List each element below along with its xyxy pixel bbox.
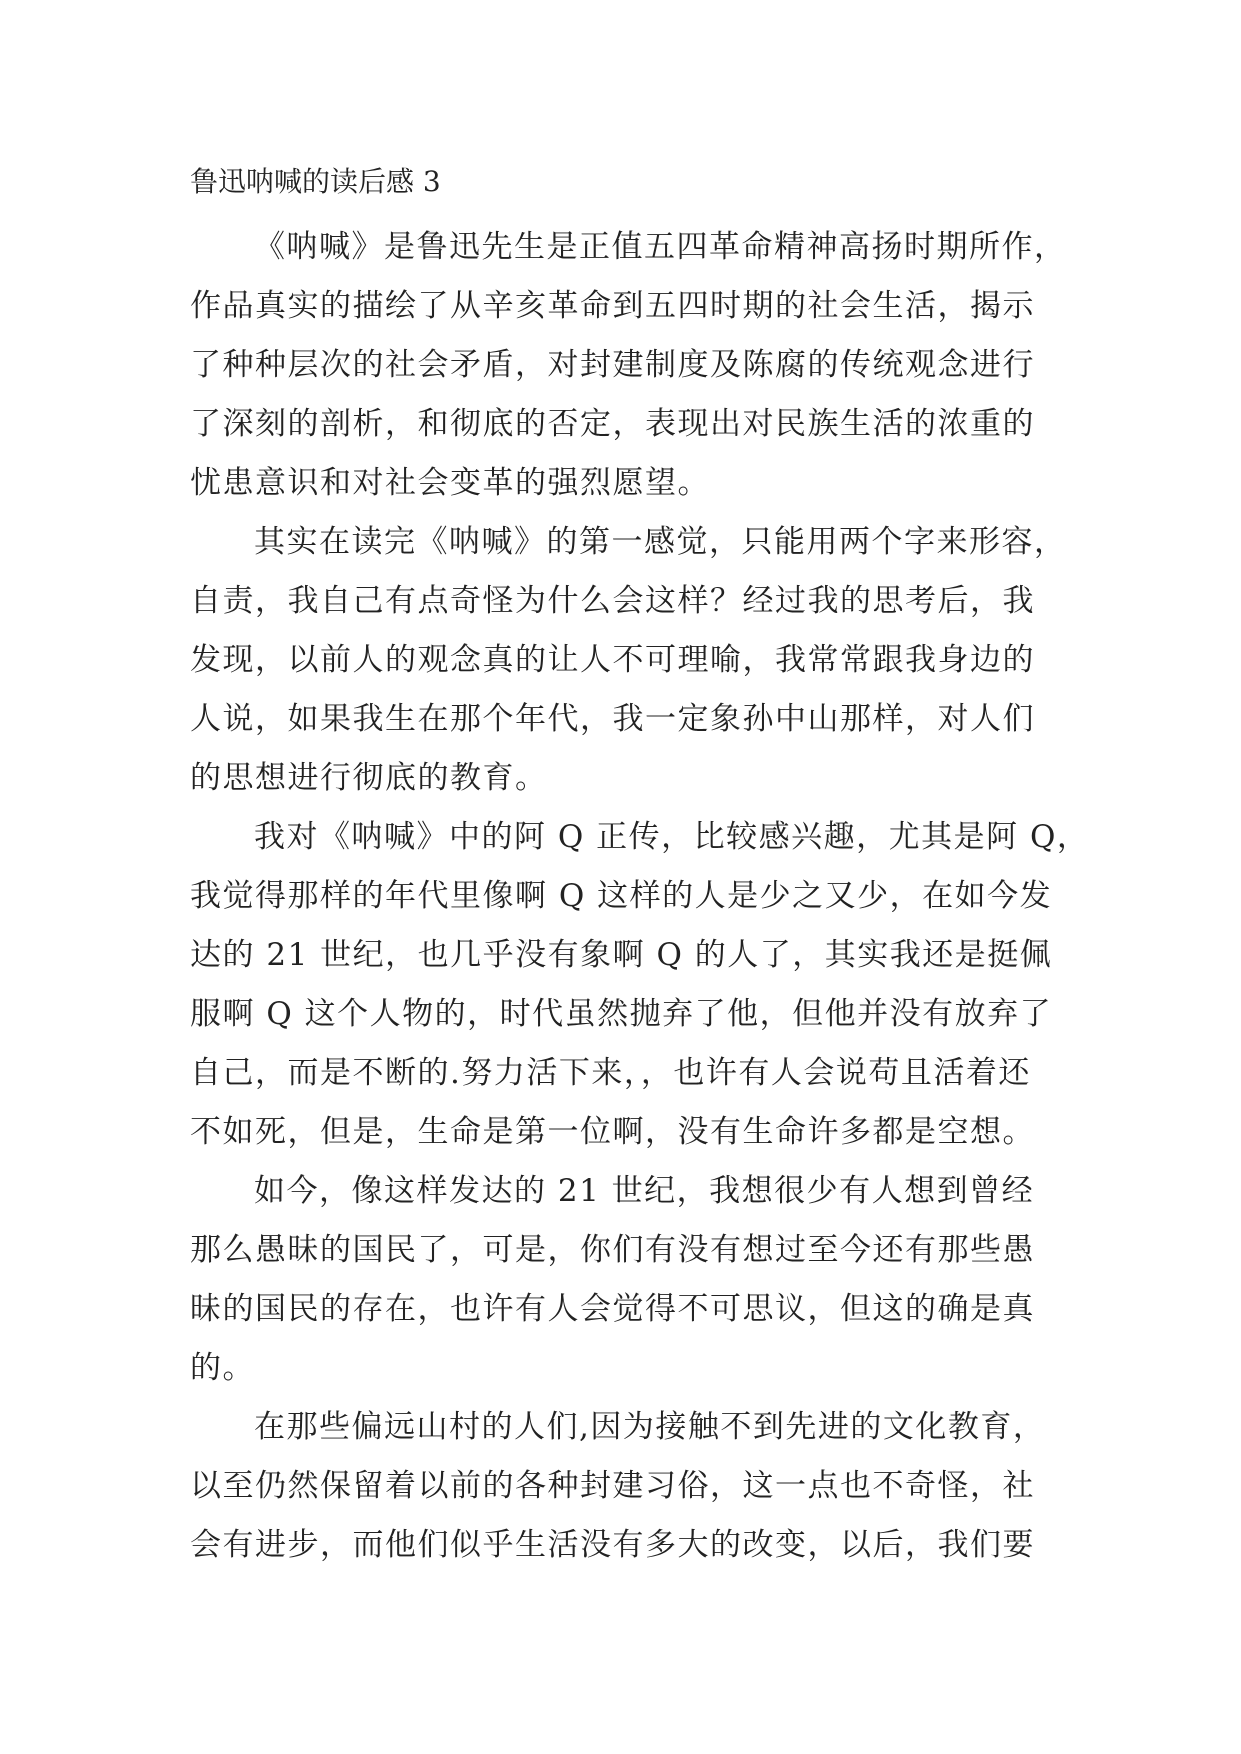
paragraph-line: 会有进步，而他们似乎生活没有多大的改变，以后，我们要	[190, 1527, 1035, 1563]
paragraph-line: 忧患意识和对社会变革的强烈愿望。	[190, 465, 710, 501]
document-title: 鲁迅呐喊的读后感 3	[190, 165, 441, 198]
paragraph	[190, 808, 1090, 1162]
paragraph-line: 其实在读完《呐喊》的第一感觉，只能用两个字来形容，	[254, 524, 1067, 560]
paragraph-line: 达的 21 世纪，也几乎没有象啊 Q 的人了，其实我还是挺佩	[190, 937, 1053, 973]
paragraph-line: 不如死，但是，生命是第一位啊，没有生命许多都是空想。	[190, 1114, 1035, 1150]
paragraph-line: 《呐喊》是鲁迅先生是正值五四革命精神高扬时期所作，	[254, 229, 1067, 265]
paragraph-line: 的思想进行彻底的教育。	[190, 760, 548, 796]
paragraph-line: 作品真实的描绘了从辛亥革命到五四时期的社会生活，揭示	[190, 288, 1035, 324]
paragraph-line: 我觉得那样的年代里像啊 Q 这样的人是少之又少，在如今发	[190, 878, 1053, 914]
paragraph-line: 昧的国民的存在，也许有人会觉得不可思议，但这的确是真	[190, 1291, 1035, 1327]
paragraph-line: 发现，以前人的观念真的让人不可理喻，我常常跟我身边的	[190, 642, 1035, 678]
paragraph-line: 的。	[190, 1350, 255, 1386]
paragraph	[190, 218, 1070, 513]
paragraph-line: 我对《呐喊》中的阿 Q 正传，比较感兴趣，尤其是阿 Q，	[254, 819, 1090, 855]
paragraph-line: 人说，如果我生在那个年代，我一定象孙中山那样，对人们	[190, 701, 1035, 737]
paragraph-line: 如今，像这样发达的 21 世纪，我想很少有人想到曾经	[254, 1173, 1035, 1209]
paragraph-line: 服啊 Q 这个人物的，时代虽然抛弃了他，但他并没有放弃了	[190, 996, 1053, 1032]
paragraph	[190, 513, 1070, 808]
document-body	[190, 218, 1090, 1575]
paragraph-line: 自己，而是不断的.努力活下来，，也许有人会说苟且活着还	[190, 1055, 1031, 1091]
paragraph-line: 那么愚昧的国民了，可是，你们有没有想过至今还有那些愚	[190, 1232, 1035, 1268]
paragraph	[190, 1162, 1070, 1398]
paragraph-line: 了深刻的剖析，和彻底的否定，表现出对民族生活的浓重的	[190, 406, 1035, 442]
paragraph-line: 在那些偏远山村的人们,因为接触不到先进的文化教育，	[254, 1409, 1046, 1445]
paragraph-line: 自责，我自己有点奇怪为什么会这样？经过我的思考后，我	[190, 583, 1035, 619]
paragraph-line: 以至仍然保留着以前的各种封建习俗，这一点也不奇怪，社	[190, 1468, 1035, 1504]
paragraph	[190, 1398, 1070, 1575]
paragraph-line: 了种种层次的社会矛盾，对封建制度及陈腐的传统观念进行	[190, 347, 1035, 383]
